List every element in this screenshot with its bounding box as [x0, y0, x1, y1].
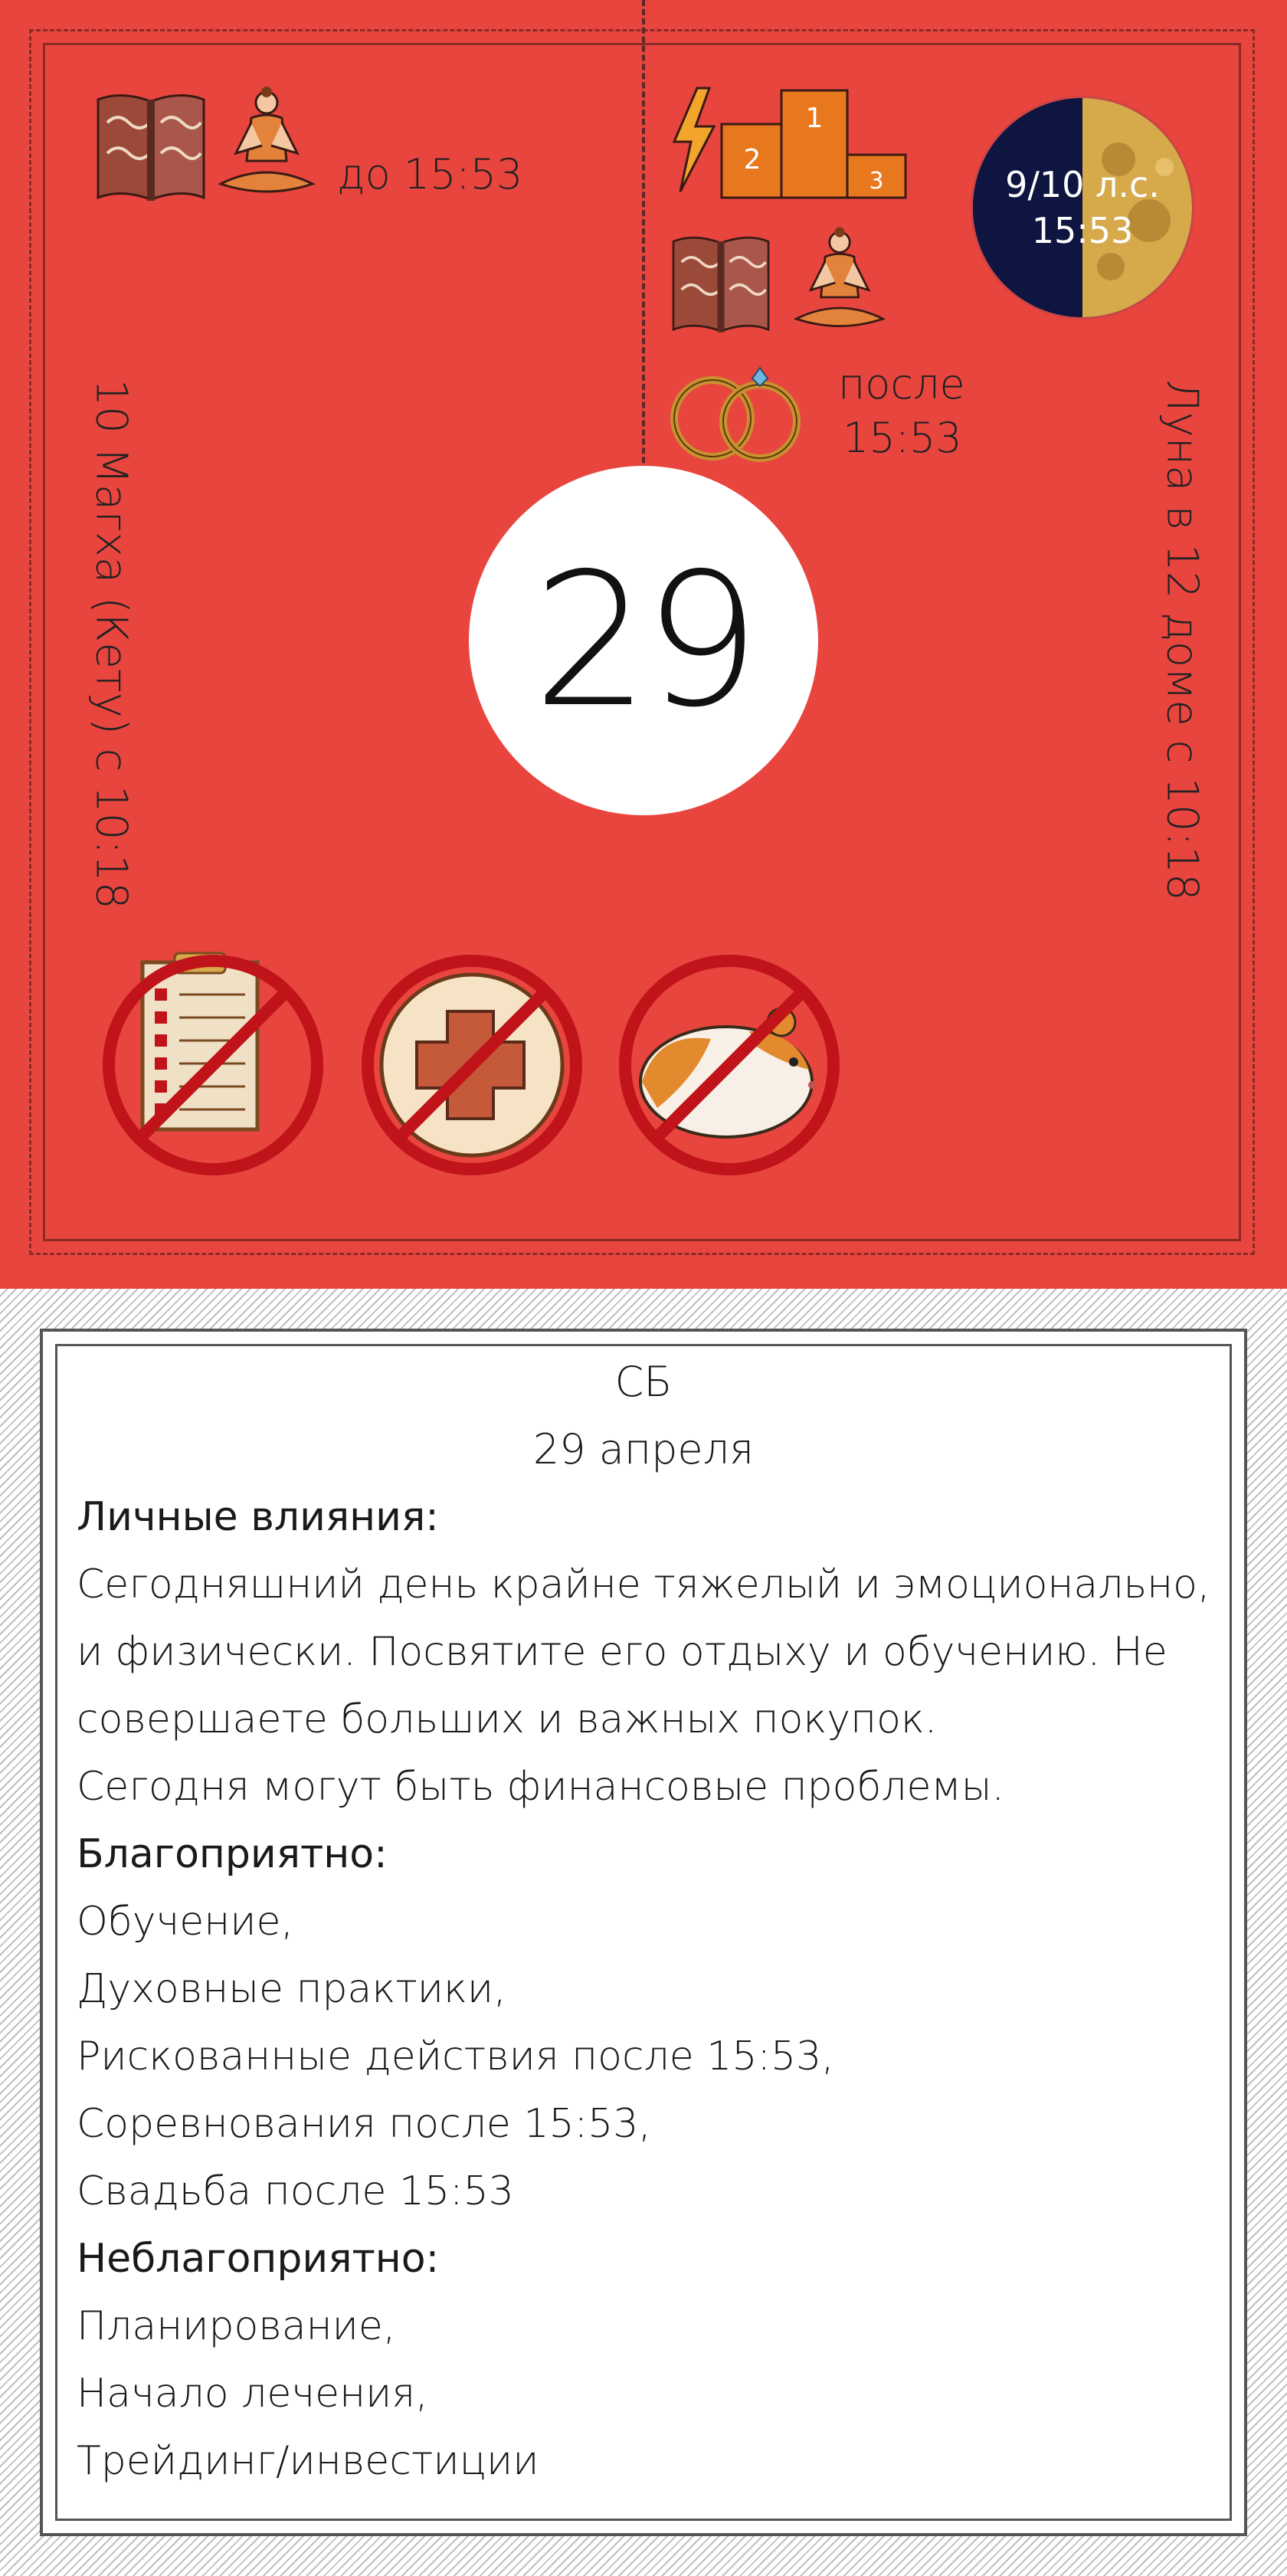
nakshatra-text: 10 Магха (Кету) с 10:18	[86, 379, 136, 909]
after-label: после	[838, 360, 965, 408]
moon-time-text: 15:53	[1031, 210, 1134, 251]
vertical-divider	[642, 0, 645, 490]
podium-icon	[720, 84, 909, 199]
podium-second-label: 2	[743, 144, 761, 175]
favorable-header: Благоприятно:	[77, 1831, 388, 1877]
unfavorable-item: Планирование,	[77, 2303, 396, 2349]
personal-influences-header: Личные влияния:	[77, 1494, 439, 1540]
favorable-item: Рискованные действия после 15:53,	[77, 2034, 834, 2079]
no-treatment-icon	[354, 947, 590, 1183]
meditation-icon-right	[789, 222, 890, 343]
unfavorable-header: Неблагоприятно:	[77, 2236, 440, 2282]
book-icon-right	[666, 222, 775, 343]
description-content	[77, 1349, 1210, 2495]
personal-line: Сегодня могут быть финансовые проблемы.	[77, 1764, 1005, 1810]
day-number: 29	[532, 533, 755, 748]
podium-third-label: 3	[869, 168, 884, 195]
day-number-circle	[469, 466, 818, 815]
nakshatra-vertical	[69, 379, 153, 909]
favorable-item: Свадьба после 15:53	[77, 2168, 514, 2214]
lightning-icon	[666, 84, 720, 195]
moon-house-text: Луна в 12 доме с 10:18	[1157, 379, 1207, 901]
unfavorable-item: Начало лечения,	[77, 2371, 428, 2417]
date-label: 29 апреля	[532, 1425, 755, 1473]
podium-first-label: 1	[805, 103, 824, 134]
moon-day-text: 9/10 л.с.	[1005, 164, 1160, 205]
favorable-item: Обучение,	[77, 1899, 294, 1945]
personal-line: и физически. Посвятите его отдыху и обучению. Не	[77, 1629, 1167, 1675]
weekday-label: СБ	[614, 1358, 673, 1406]
book-icon	[90, 84, 211, 207]
favorable-item: Духовные практики,	[77, 1966, 506, 2012]
favorable-item: Соревнования после 15:53,	[77, 2101, 651, 2147]
no-trading-hamster-icon	[611, 947, 847, 1183]
no-planning-icon	[95, 947, 331, 1183]
wedding-rings-icon	[666, 357, 820, 464]
until-time-text: до 15:53	[337, 150, 523, 198]
moon-house-vertical	[1140, 379, 1224, 901]
personal-line: совершаете больших и важных покупок.	[77, 1696, 938, 1742]
meditation-icon	[213, 84, 320, 207]
moon-phase-badge	[973, 98, 1192, 317]
personal-line: Сегодняшний день крайне тяжелый и эмоционально,	[77, 1562, 1210, 1608]
unfavorable-item: Трейдинг/инвестиции	[77, 2438, 539, 2484]
after-time: 15:53	[843, 414, 962, 462]
